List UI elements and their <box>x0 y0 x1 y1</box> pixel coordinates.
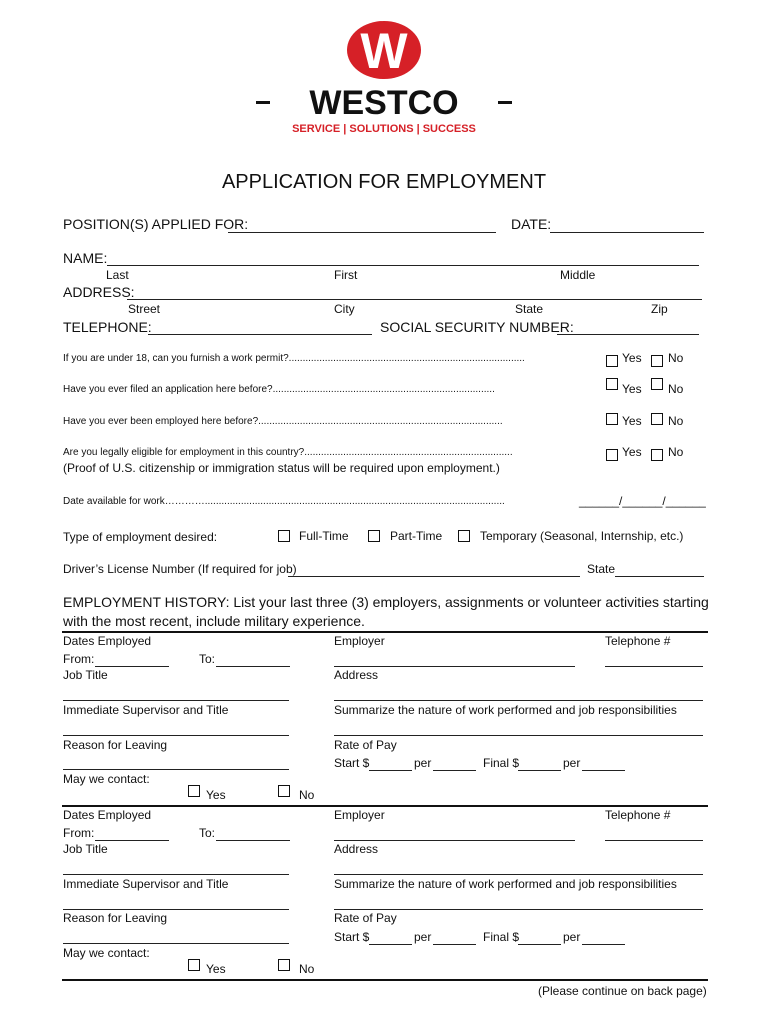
employer-field[interactable] <box>334 840 575 841</box>
checkbox-no-label: No <box>668 351 684 365</box>
dates-employed-label: Dates Employed <box>63 634 152 648</box>
summarize-label: Summarize the nature of work performed and job responsibilities <box>334 877 677 891</box>
position-field[interactable] <box>228 232 496 233</box>
telephone-label: TELEPHONE: <box>63 319 152 335</box>
history-heading-line2: with the most recent, include military experience. <box>63 613 365 629</box>
to-label: To: <box>199 652 216 666</box>
checkbox-part-time[interactable] <box>368 530 380 542</box>
checkbox-no-label: No <box>668 445 684 459</box>
checkbox-no[interactable] <box>651 413 663 425</box>
to-field[interactable] <box>216 840 290 841</box>
checkbox-yes[interactable] <box>606 378 618 390</box>
checkbox-yes[interactable] <box>606 355 618 367</box>
date-available-label: Date available for work…………............................................................................................................ <box>63 496 505 507</box>
employer-address-field[interactable] <box>334 700 703 701</box>
reason-label: Reason for Leaving <box>63 911 168 925</box>
name-label: NAME: <box>63 250 108 266</box>
job-title-field[interactable] <box>63 700 289 701</box>
name-field[interactable] <box>107 265 699 266</box>
per-label: per <box>563 930 581 944</box>
telephone-number-label: Telephone # <box>605 634 671 648</box>
ssn-field[interactable] <box>557 334 699 335</box>
address-sub-state: State <box>515 302 544 316</box>
checkbox-no-label: No <box>668 414 684 428</box>
may-contact-label: May we contact: <box>63 772 150 786</box>
supervisor-label: Immediate Supervisor and Title <box>63 703 229 717</box>
dl-state-field[interactable] <box>615 576 704 577</box>
proof-note: (Proof of U.S. citizenship or immigration status will be required upon employment.) <box>63 461 500 475</box>
from-label: From: <box>63 652 95 666</box>
contact-yes-checkbox[interactable] <box>188 959 200 971</box>
per-label: per <box>563 756 581 770</box>
name-sub-last: Last <box>106 268 129 282</box>
employer-label: Employer <box>334 634 385 648</box>
option-full-time: Full-Time <box>299 529 349 543</box>
logo-dash-right <box>498 101 512 104</box>
checkbox-no[interactable] <box>651 378 663 390</box>
start-per-field[interactable] <box>433 770 476 771</box>
position-label: POSITION(S) APPLIED FOR: <box>63 216 249 232</box>
summarize-field[interactable] <box>334 909 703 910</box>
summarize-label: Summarize the nature of work performed and job responsibilities <box>334 703 677 717</box>
telephone-number-label: Telephone # <box>605 808 671 822</box>
reason-field[interactable] <box>63 943 289 944</box>
final-pay-label: Final $ <box>483 930 520 944</box>
from-label: From: <box>63 826 95 840</box>
may-contact-label: May we contact: <box>63 946 150 960</box>
name-sub-first: First <box>334 268 358 282</box>
employment-type-label: Type of employment desired: <box>63 530 218 544</box>
ssn-label: SOCIAL SECURITY NUMBER: <box>380 319 574 335</box>
logo-tagline: SERVICE | SOLUTIONS | SUCCESS <box>292 123 476 135</box>
date-field[interactable] <box>550 232 704 233</box>
checkbox-temporary[interactable] <box>458 530 470 542</box>
employer-label: Employer <box>334 808 385 822</box>
rate-of-pay-label: Rate of Pay <box>334 738 397 752</box>
final-pay-label: Final $ <box>483 756 520 770</box>
contact-no-checkbox[interactable] <box>278 959 290 971</box>
checkbox-full-time[interactable] <box>278 530 290 542</box>
checkbox-no[interactable] <box>651 449 663 461</box>
per-label: per <box>414 756 432 770</box>
question-text: Have you ever been employed here before?........................................................................................ <box>63 416 503 427</box>
to-label: To: <box>199 826 216 840</box>
address-sub-zip: Zip <box>651 302 668 316</box>
final-pay-field[interactable] <box>518 770 561 771</box>
question-text: Have you ever filed an application here before?................................................................................ <box>63 384 495 395</box>
final-pay-field[interactable] <box>518 944 561 945</box>
rate-of-pay-label: Rate of Pay <box>334 911 397 925</box>
final-per-field[interactable] <box>582 944 625 945</box>
per-label: per <box>414 930 432 944</box>
employer-block-1-rule <box>62 631 708 633</box>
address-field[interactable] <box>127 299 702 300</box>
dl-state-label: State <box>587 562 616 576</box>
page-title: APPLICATION FOR EMPLOYMENT <box>221 171 547 193</box>
continue-note: (Please continue on back page) <box>538 984 707 998</box>
employer-address-field[interactable] <box>334 874 703 875</box>
checkbox-yes-label: Yes <box>622 382 642 396</box>
reason-field[interactable] <box>63 769 289 770</box>
contact-no-checkbox[interactable] <box>278 785 290 797</box>
employer-block-2-rule <box>62 805 708 807</box>
option-part-time: Part-Time <box>390 529 443 543</box>
address-label-employer: Address <box>334 842 379 856</box>
bottom-rule <box>62 979 708 981</box>
checkbox-yes[interactable] <box>606 413 618 425</box>
contact-yes-label: Yes <box>206 788 226 802</box>
job-title-label: Job Title <box>63 668 108 682</box>
reason-label: Reason for Leaving <box>63 738 168 752</box>
start-pay-label: Start $ <box>334 930 370 944</box>
checkbox-no-label: No <box>668 382 684 396</box>
from-field[interactable] <box>95 840 169 841</box>
address-sub-street: Street <box>128 302 161 316</box>
checkbox-no[interactable] <box>651 355 663 367</box>
contact-no-label: No <box>299 962 315 976</box>
logo-wordmark: WESTCO <box>309 84 459 122</box>
contact-no-label: No <box>299 788 315 802</box>
contact-yes-label: Yes <box>206 962 226 976</box>
job-title-label: Job Title <box>63 842 108 856</box>
logo-letter: W <box>360 23 408 79</box>
final-per-field[interactable] <box>582 770 625 771</box>
supervisor-field[interactable] <box>63 735 289 736</box>
question-text: If you are under 18, can you furnish a work permit?..................................................................................... <box>63 353 525 364</box>
start-pay-field[interactable] <box>369 944 412 945</box>
address-sub-city: City <box>334 302 355 316</box>
summarize-field[interactable] <box>334 735 703 736</box>
checkbox-yes-label: Yes <box>622 445 642 459</box>
date-label: DATE: <box>511 216 552 232</box>
checkbox-yes-label: Yes <box>622 351 642 365</box>
drivers-license-field[interactable] <box>288 576 580 577</box>
start-pay-field[interactable] <box>369 770 412 771</box>
dates-employed-label: Dates Employed <box>63 808 152 822</box>
name-sub-middle: Middle <box>560 268 596 282</box>
question-text: Are you legally eligible for employment in this country?........................................................................... <box>63 447 513 458</box>
checkbox-yes-label: Yes <box>622 414 642 428</box>
telephone-field[interactable] <box>148 334 372 335</box>
contact-yes-checkbox[interactable] <box>188 785 200 797</box>
address-label: ADDRESS: <box>63 284 135 300</box>
employer-telephone-field[interactable] <box>605 840 703 841</box>
history-heading-line1: EMPLOYMENT HISTORY: List your last three (3) employers, assignments or volunteer activities starting <box>63 594 709 610</box>
westco-logo <box>250 18 520 140</box>
checkbox-yes[interactable] <box>606 449 618 461</box>
supervisor-field[interactable] <box>63 909 289 910</box>
start-pay-label: Start $ <box>334 756 370 770</box>
from-field[interactable] <box>95 666 169 667</box>
employer-field[interactable] <box>334 666 575 667</box>
supervisor-label: Immediate Supervisor and Title <box>63 877 229 891</box>
drivers-license-label: Driver’s License Number (If required for job) <box>63 562 297 576</box>
job-title-field[interactable] <box>63 874 289 875</box>
logo-dash-left <box>256 101 270 104</box>
to-field[interactable] <box>216 666 290 667</box>
employer-telephone-field[interactable] <box>605 666 703 667</box>
address-label-employer: Address <box>334 668 379 682</box>
date-available-field[interactable]: ______/______/______ <box>579 494 706 508</box>
option-temporary: Temporary (Seasonal, Internship, etc.) <box>480 529 684 543</box>
start-per-field[interactable] <box>433 944 476 945</box>
